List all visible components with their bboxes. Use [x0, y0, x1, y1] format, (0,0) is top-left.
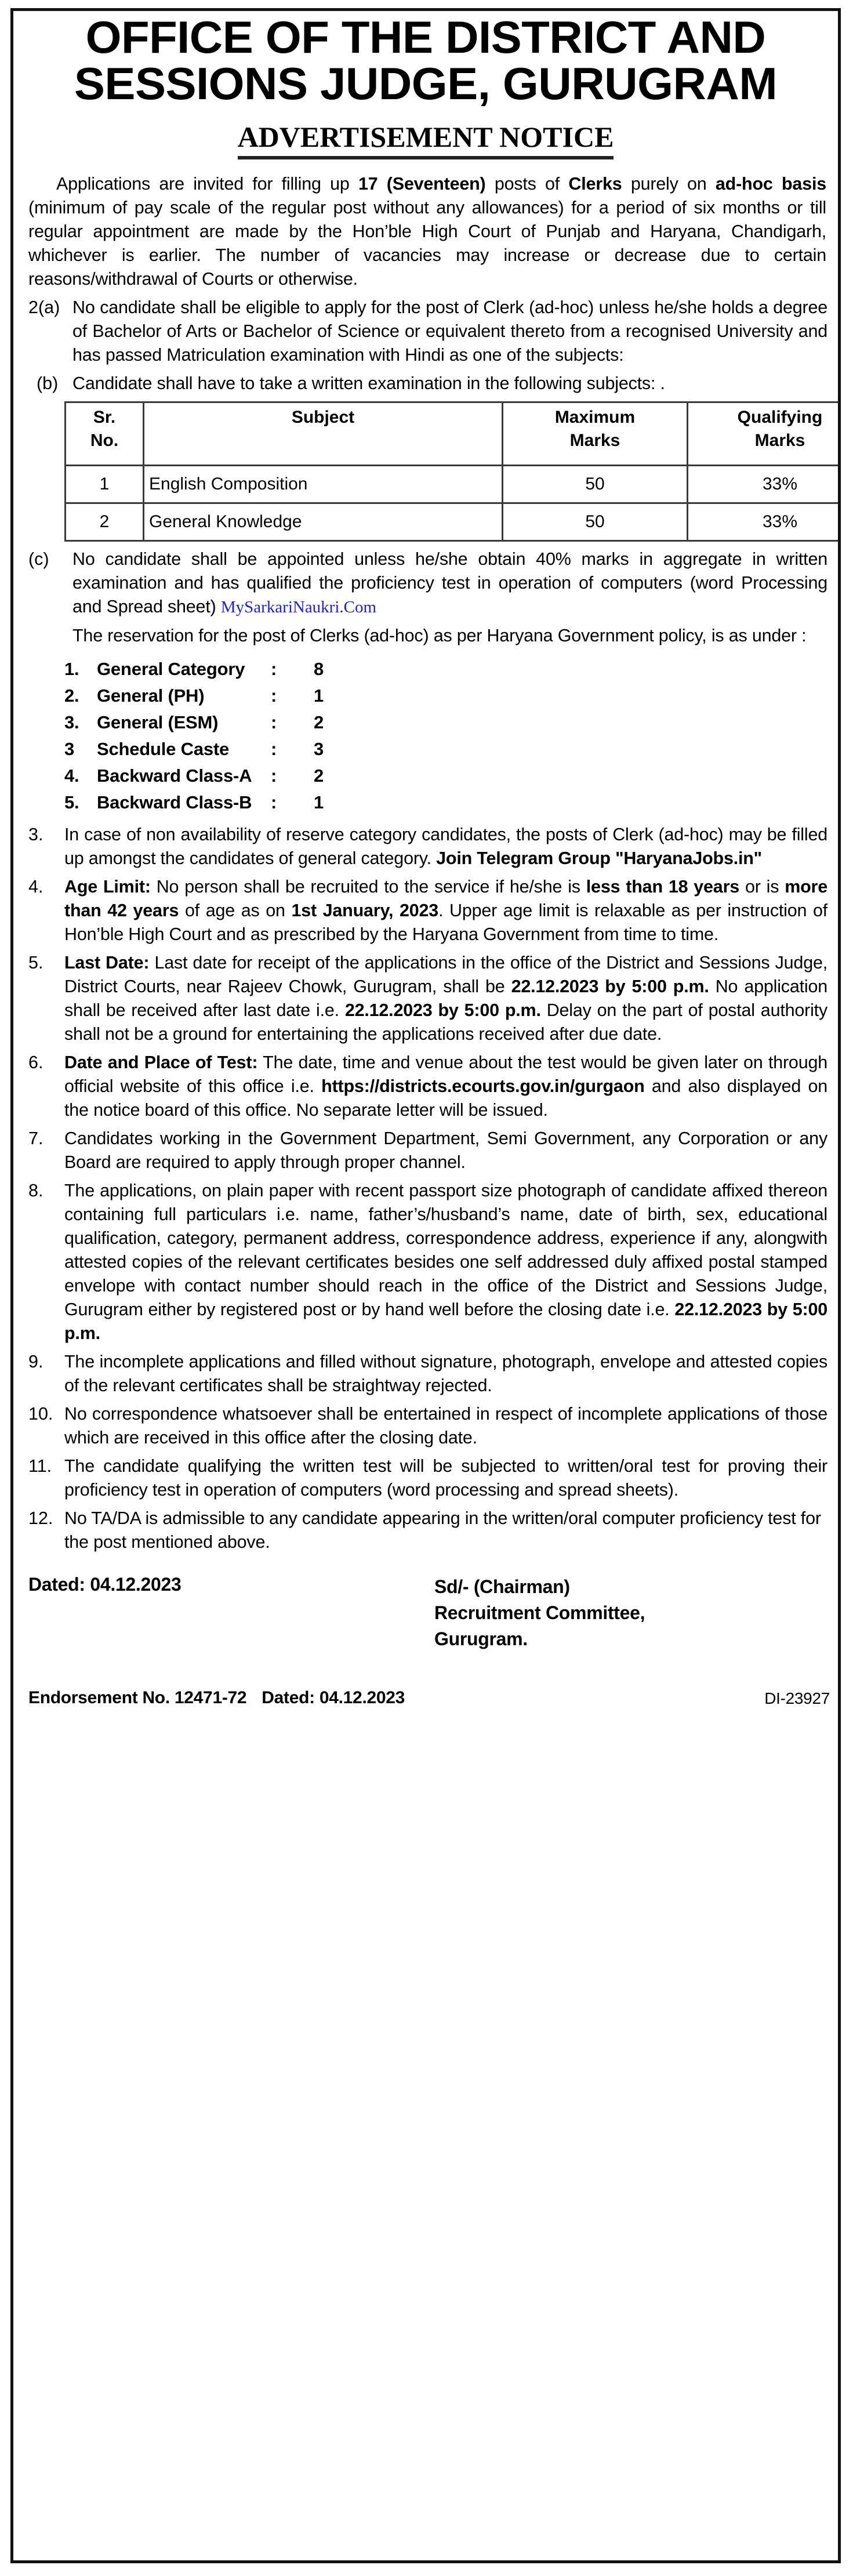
last-date-deadline-2: 22.12.2023 by 5:00 p.m. [344, 1000, 541, 1021]
reservation-index: 3. [64, 712, 79, 733]
watermark-haryanajobs: Join Telegram Group "HaryanaJobs.in" [436, 848, 762, 869]
watermark-mysarkarinaukri: MySarkariNaukri.Com [220, 598, 377, 617]
marks-table-header-qualifying-marks [688, 402, 841, 466]
advertisement-notice-heading-wrap [13, 120, 838, 159]
reservation-index: 1. [64, 659, 79, 680]
clause-9-number: 9. [28, 1352, 43, 1372]
reservation-label: General (ESM) [97, 712, 219, 733]
clause-2c-text [72, 547, 830, 619]
clause-3-number: 3. [28, 825, 43, 845]
dated-left: Dated: 04.12.2023 [28, 1574, 182, 1595]
clause-12-number: 12. [28, 1508, 53, 1529]
reservation-colon: : [271, 765, 277, 786]
row-subject: English Composition [144, 466, 503, 503]
age-limit-t3: of age as on [179, 901, 292, 921]
intro-text-g: (minimum of pay scale of the regular post without any allowances) for a period of six months or till regular appointment are made by the Hon’ble High Court of Punjab and Haryana, Chandigarh, whichever is earlier. The number of vacancies may increase or decrease due to certain reasons/withdrawal of Courts or otherwise. [28, 198, 826, 289]
clause-2a-number: 2(a) [28, 297, 60, 318]
marks-table-head [66, 402, 841, 466]
date-place-label: Date and Place of Test: [64, 1053, 258, 1073]
clause-6-number: 6. [28, 1053, 43, 1073]
reservation-count: 2 [314, 765, 324, 786]
header-max-line2: Marks [569, 431, 620, 451]
advertisement-notice-heading: ADVERTISEMENT NOTICE [238, 120, 614, 159]
reservation-colon: : [271, 739, 277, 760]
row-max-marks: 50 [503, 503, 688, 541]
reservation-count: 2 [314, 712, 324, 733]
reservation-count: 1 [314, 685, 324, 706]
di-code: DI-23927 [764, 1689, 830, 1708]
reservation-count: 1 [314, 792, 324, 813]
clause-6-text [64, 1051, 830, 1122]
notice-content [13, 11, 838, 1708]
clause-3-text [64, 823, 830, 870]
row-max-marks: 50 [503, 466, 688, 503]
endorsement-left [28, 1688, 405, 1708]
intro-text-c: posts of [485, 174, 569, 194]
clause-10-number: 10. [28, 1404, 53, 1424]
clause-8 [28, 1179, 830, 1345]
date-place-t2: and also displayed on the notice board of this office. No separate letter will be issued. [64, 1076, 827, 1120]
clause-12-text: No TA/DA is admissible to any candidate appearing in the written/oral computer proficiency test for the post mentioned above. [64, 1508, 821, 1552]
clause-2b [28, 372, 830, 396]
office-title-line1: OFFICE OF THE DISTRICT AND [85, 12, 766, 63]
row-qualifying: 33% [688, 503, 841, 541]
clause-reservation-intro [28, 624, 830, 648]
header-qual-line1: Qualifying [737, 408, 823, 427]
clause-2b-number: (b) [37, 373, 59, 394]
clause-5-last-date [28, 951, 830, 1046]
clause-9 [28, 1350, 830, 1398]
intro-text-a: Applications are invited for filling up [56, 174, 358, 194]
reservation-index: 4. [64, 765, 79, 786]
clause-2a-text: No candidate shall be eligible to apply for the post of Clerk (ad-hoc) unless he/she holds a degree of Bachelor of Arts or Bachelor of Science or equivalent thereto from a recognised University and has passed Matriculation examination with Hindi as one of the subjects: [72, 297, 827, 365]
reservation-category-list [28, 656, 830, 816]
clause-2a [28, 296, 830, 367]
clause-2b-text: Candidate shall have to take a written examination in the following subjects: . [72, 373, 665, 394]
reservation-index: 2. [64, 685, 79, 706]
clause-4-number: 4. [28, 877, 43, 897]
intro-text-e: purely on [622, 174, 716, 194]
reservation-colon: : [271, 659, 277, 680]
notice-body [13, 172, 838, 1554]
clause-12 [28, 1507, 830, 1554]
reservation-index: 5. [64, 792, 79, 813]
reservation-label: Backward Class-B [97, 792, 252, 813]
clause-4-age-limit [28, 875, 830, 946]
last-date-deadline-1: 22.12.2023 by 5:00 p.m. [511, 977, 709, 997]
clause-8-text [64, 1179, 830, 1345]
signature-right [434, 1574, 830, 1652]
clause-10 [28, 1402, 830, 1450]
list-item [64, 683, 830, 709]
clause-3 [28, 823, 830, 870]
notice-border-frame [10, 8, 841, 2563]
endorsement-row [13, 1688, 838, 1708]
clause-4-text [64, 875, 830, 946]
clause-11 [28, 1454, 830, 1502]
clause-2c [28, 547, 830, 619]
row-sr: 2 [66, 503, 144, 541]
clause-8-number: 8. [28, 1181, 43, 1201]
reservation-label: Schedule Caste [97, 739, 230, 760]
clause-7-text: Candidates working in the Government Department, Semi Government, any Corporation or any Board are required to apply through proper channel. [64, 1129, 827, 1173]
endorsement-number: Endorsement No. 12471-72 [28, 1688, 247, 1708]
intro-posts-count: 17 (Seventeen) [358, 174, 486, 194]
header-qual-line2: Marks [754, 431, 805, 451]
last-date-label: Last Date: [64, 953, 150, 973]
list-item [64, 736, 830, 763]
intro-paragraph [28, 172, 830, 291]
header-sr-line2: No. [90, 431, 119, 451]
row-sr: 1 [66, 466, 144, 503]
clause-7-number: 7. [28, 1129, 43, 1149]
age-limit-t4: . Upper age limit is relaxable as per instruction of Hon’ble High Court and as prescribed by the Haryana Government from time to time. [64, 901, 827, 945]
office-title-line2: SESSIONS JUDGE, GURUGRAM [74, 58, 778, 110]
marks-table-header-row [66, 402, 841, 466]
signatory-committee: Recruitment Committee, [434, 1602, 645, 1624]
clause-11-text: The candidate qualifying the written test will be subjected to written/oral test for proving their proficiency test in operation of computers (word processing and spread sheets). [64, 1456, 827, 1500]
marks-table-body [66, 466, 841, 541]
age-limit-max: more than 42 years [64, 877, 827, 921]
row-qualifying: 33% [688, 466, 841, 503]
clause-5-number: 5. [28, 953, 43, 973]
list-item [64, 656, 830, 683]
endorsement-date: Dated: 04.12.2023 [262, 1688, 405, 1708]
last-date-t2: No application shall be received after last date i.e. [64, 977, 827, 1021]
list-item [64, 709, 830, 736]
reservation-count: 3 [314, 739, 324, 760]
clause-11-number: 11. [28, 1456, 52, 1476]
date-place-t1: The date, time and venue about the test would be given later on through official website of this office i.e. [64, 1053, 827, 1097]
clause-7 [28, 1127, 830, 1174]
header-sr-line1: Sr. [93, 408, 116, 427]
last-date-t3: Delay on the part of postal authority shall not be a ground for entertaining the applications received after due date. [64, 1000, 827, 1044]
reservation-colon: : [271, 712, 277, 733]
signatory-chairman: Sd/- (Chairman) [434, 1576, 570, 1598]
signatory-city: Gurugram. [434, 1628, 528, 1650]
clause-9-text: The incomplete applications and filled without signature, photograph, envelope and attested copies of the relevant certificates shall be straightway rejected. [64, 1352, 827, 1396]
written-exam-marks-table [64, 401, 841, 542]
last-date-t1: Last date for receipt of the applications in the office of the District and Sessions Judge, District Courts, near Rajeev Chowk, Gurugram, shall be [64, 953, 827, 997]
signature-block [13, 1574, 838, 1652]
intro-basis: ad-hoc basis [715, 174, 826, 194]
reservation-count: 8 [314, 659, 324, 680]
reservation-label: Backward Class-A [97, 765, 252, 786]
reservation-intro-spacer [28, 624, 72, 648]
marks-table-header-maximum-marks [503, 402, 688, 466]
clause-8-closing-date: 22.12.2023 by 5:00 p.m. [64, 1300, 827, 1344]
header-max-line1: Maximum [554, 408, 636, 427]
reservation-colon: : [271, 792, 277, 813]
age-limit-label: Age Limit: [64, 877, 151, 897]
list-item [64, 789, 830, 816]
reservation-colon: : [271, 685, 277, 706]
marks-table-header-sr-no [66, 402, 144, 466]
clause-2c-body: No candidate shall be appointed unless he/she obtain 40% marks in aggregate in written examination and has qualified the proficiency test in operation of computers (word Processing and Spread sheet) [72, 549, 827, 617]
clause-6-date-place-of-test [28, 1051, 830, 1122]
clause-2c-number: (c) [28, 549, 49, 569]
age-limit-cutoff-date: 1st January, 2023 [291, 901, 439, 921]
reservation-intro-text: The reservation for the post of Clerks (ad-hoc) as per Haryana Government policy, is as under : [72, 626, 807, 646]
reservation-index: 3 [64, 739, 75, 760]
clause-3-body: In case of non availability of reserve category candidates, the posts of Clerk (ad-hoc) may be filled up amongst the candidates of general category. [64, 825, 827, 869]
reservation-label: General Category [97, 659, 245, 680]
table-row [66, 503, 841, 541]
official-website-url: https://districts.ecourts.gov.in/gurgaon [321, 1076, 645, 1097]
clause-10-text: No correspondence whatsoever shall be entertained in respect of incomplete applications of those which are received in this office after the closing date. [64, 1404, 827, 1448]
clause-5-text [64, 951, 830, 1046]
marks-table-header-subject: Subject [144, 402, 503, 466]
intro-post-name: Clerks [568, 174, 622, 194]
age-limit-min: less than 18 years [586, 877, 740, 897]
row-subject: General Knowledge [144, 503, 503, 541]
list-item [64, 763, 830, 789]
clause-8-body: The applications, on plain paper with recent passport size photograph of candidate affixed thereon containing full particulars i.e. name, father’s/husband’s name, date of birth, sex, educational qualification, category, permanent address, correspondence address, experience if any, alongwith attested copies of the relevant certificates besides one self addressed duly affixed postal stamped envelope with contact number should reach in the office of the District and Sessions Judge, Gurugram either by registered post or by hand well before the closing date i.e. [64, 1181, 827, 1320]
age-limit-t1: No person shall be recruited to the service if he/she is [150, 877, 586, 897]
reservation-label: General (PH) [97, 685, 205, 706]
table-row [66, 466, 841, 503]
age-limit-t2: or is [739, 877, 785, 897]
